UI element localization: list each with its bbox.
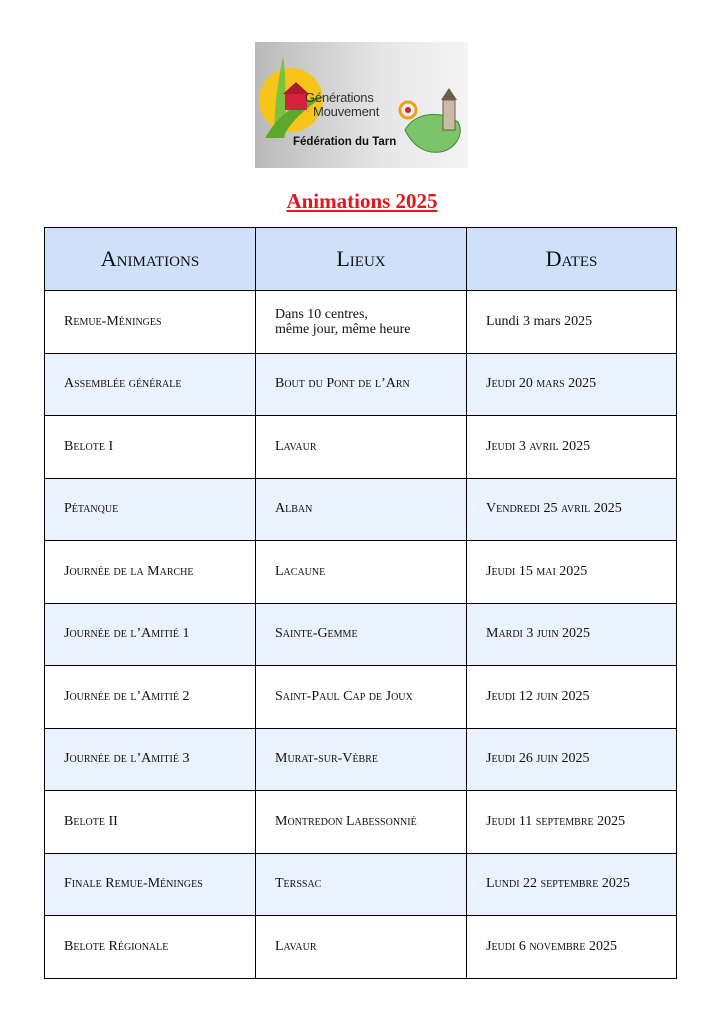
date-cell: Lundi 3 mars 2025 bbox=[467, 291, 677, 354]
date-cell: Jeudi 20 mars 2025 bbox=[467, 353, 677, 416]
animations-table bbox=[44, 227, 677, 979]
animation-cell: Belote Régionale bbox=[45, 916, 256, 979]
animation-cell: Journée de l’Amitié 3 bbox=[45, 728, 256, 791]
date-cell: Jeudi 12 juin 2025 bbox=[467, 666, 677, 729]
lieu-cell: Alban bbox=[256, 478, 467, 541]
lieu-cell bbox=[256, 291, 467, 354]
animation-cell: Journée de l’Amitié 1 bbox=[45, 603, 256, 666]
federation-logo bbox=[255, 42, 468, 168]
header-dates: Dates bbox=[467, 228, 677, 291]
date-cell: Lundi 22 septembre 2025 bbox=[467, 853, 677, 916]
date-cell: Mardi 3 juin 2025 bbox=[467, 603, 677, 666]
table-header-row bbox=[45, 228, 677, 291]
date-cell: Jeudi 3 avril 2025 bbox=[467, 416, 677, 479]
table-row bbox=[45, 728, 677, 791]
lieu-cell: Saint-Paul Cap de Joux bbox=[256, 666, 467, 729]
animation-cell: Pétanque bbox=[45, 478, 256, 541]
table-row bbox=[45, 853, 677, 916]
header-animations: Animations bbox=[45, 228, 256, 291]
header-lieux: Lieux bbox=[256, 228, 467, 291]
lieu-line: même jour, même heure bbox=[275, 321, 411, 337]
logo-text-generations: Générations bbox=[305, 90, 374, 105]
table-row bbox=[45, 603, 677, 666]
lieu-line: Dans 10 centres, bbox=[275, 306, 368, 322]
animation-cell: Remue-Méninges bbox=[45, 291, 256, 354]
page-title bbox=[0, 189, 724, 214]
lieu-cell: Sainte-Gemme bbox=[256, 603, 467, 666]
date-cell: Jeudi 15 mai 2025 bbox=[467, 541, 677, 604]
table-row bbox=[45, 666, 677, 729]
lieu-cell: Lacaune bbox=[256, 541, 467, 604]
date-cell: Jeudi 11 septembre 2025 bbox=[467, 791, 677, 854]
animation-cell: Belote II bbox=[45, 791, 256, 854]
table-row bbox=[45, 353, 677, 416]
page-title-text: Animations 2025 bbox=[286, 189, 438, 213]
logo-text-federation: Fédération du Tarn bbox=[293, 136, 397, 148]
table-row bbox=[45, 291, 677, 354]
table-row bbox=[45, 791, 677, 854]
lieu-cell: Murat-sur-Vèbre bbox=[256, 728, 467, 791]
animation-cell: Journée de la Marche bbox=[45, 541, 256, 604]
animation-cell: Assemblée générale bbox=[45, 353, 256, 416]
lieu-cell: Lavaur bbox=[256, 916, 467, 979]
table-row bbox=[45, 916, 677, 979]
date-cell: Jeudi 26 juin 2025 bbox=[467, 728, 677, 791]
table-row bbox=[45, 478, 677, 541]
table-row bbox=[45, 541, 677, 604]
lieu-cell: Montredon Labessonnié bbox=[256, 791, 467, 854]
lieu-cell: Bout du Pont de l’Arn bbox=[256, 353, 467, 416]
lieu-cell: Terssac bbox=[256, 853, 467, 916]
logo-text-mouvement: Mouvement bbox=[313, 104, 380, 119]
date-cell: Jeudi 6 novembre 2025 bbox=[467, 916, 677, 979]
table-row bbox=[45, 416, 677, 479]
animation-cell: Belote I bbox=[45, 416, 256, 479]
animation-cell: Journée de l’Amitié 2 bbox=[45, 666, 256, 729]
lieu-cell: Lavaur bbox=[256, 416, 467, 479]
animation-cell: Finale Remue-Méninges bbox=[45, 853, 256, 916]
date-cell: Vendredi 25 avril 2025 bbox=[467, 478, 677, 541]
